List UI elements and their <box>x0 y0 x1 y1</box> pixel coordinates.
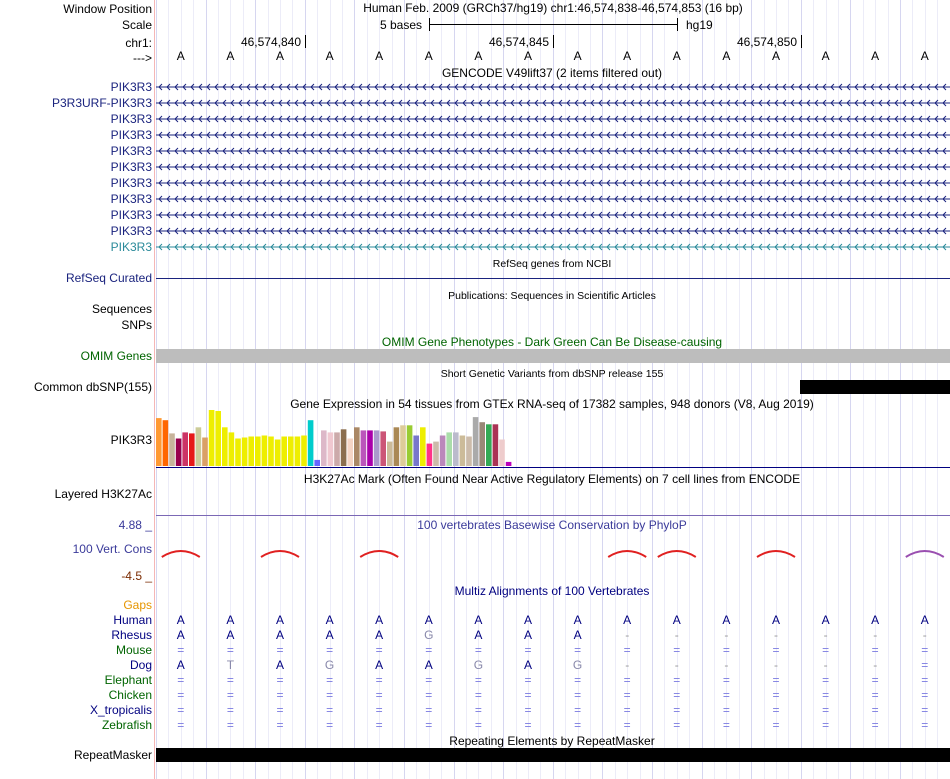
multiz-aligned-base: - <box>823 658 828 672</box>
gtex-track-title: Gene Expression in 54 tissues from GTEx RNA-seq of 17382 samples, 948 donors (V8, Aug 2019) <box>290 397 814 411</box>
multiz-species-label[interactable]: Chicken <box>108 688 152 702</box>
multiz-aligned-base: A <box>176 613 185 627</box>
multiz-aligned-base: = <box>623 718 631 732</box>
multiz-aligned-base: = <box>871 688 879 702</box>
gencode-gene-label[interactable]: PIK3R3 <box>110 176 152 190</box>
multiz-aligned-base: = <box>326 688 334 702</box>
gtex-tissue-bar[interactable] <box>380 431 386 466</box>
multiz-aligned-base: = <box>226 718 234 732</box>
reference-base: A <box>424 49 433 63</box>
multiz-aligned-base: = <box>673 718 681 732</box>
window-position-label: Window Position <box>63 2 152 16</box>
multiz-aligned-base: - <box>674 628 679 642</box>
multiz-aligned-base: = <box>177 673 185 687</box>
multiz-aligned-base: A <box>176 658 185 672</box>
gtex-tissue-bar[interactable] <box>453 432 459 466</box>
gencode-transcript-line[interactable] <box>156 242 950 252</box>
omim-track-title: OMIM Gene Phenotypes - Dark Green Can Be Disease-causing <box>381 335 723 349</box>
reference-base: A <box>325 49 334 63</box>
omim-gene-bar[interactable] <box>156 349 950 363</box>
multiz-aligned-base: = <box>822 703 830 717</box>
phylop-score-arc <box>360 551 398 557</box>
gtex-tissue-bar[interactable] <box>215 411 221 466</box>
gtex-baseline <box>156 467 950 468</box>
gencode-transcript-line[interactable] <box>156 146 950 156</box>
coordinate-tick <box>801 35 802 48</box>
gtex-tissue-bar[interactable] <box>374 430 380 466</box>
scale-bar <box>429 24 677 25</box>
phylop-conservation-plot[interactable] <box>156 545 950 567</box>
multiz-aligned-base: = <box>921 673 929 687</box>
dbsnp-track-label[interactable]: Common dbSNP(155) <box>33 380 152 394</box>
coordinate-tick-label: 46,574,840 <box>240 35 301 49</box>
phylop-score-arc <box>608 551 646 557</box>
multiz-aligned-base: T <box>226 658 235 672</box>
multiz-aligned-base: = <box>921 703 929 717</box>
gtex-tissue-bar[interactable] <box>506 462 512 466</box>
strand-arrow-label: ---> <box>133 51 152 65</box>
multiz-aligned-base: = <box>574 688 582 702</box>
multiz-aligned-base: = <box>623 703 631 717</box>
repeatmasker-track-title: Repeating Elements by RepeatMasker <box>449 734 655 748</box>
multiz-aligned-base: - <box>774 658 778 672</box>
multiz-aligned-base: = <box>276 673 284 687</box>
multiz-aligned-base: A <box>573 628 582 642</box>
multiz-aligned-base: G <box>424 628 434 642</box>
scale-bar-left-tick <box>429 18 430 31</box>
gencode-transcript-line[interactable] <box>156 162 950 172</box>
reference-base: A <box>523 49 532 63</box>
gtex-tissue-bar[interactable] <box>182 432 188 466</box>
gtex-tissue-bar[interactable] <box>295 437 301 467</box>
multiz-aligned-base: A <box>176 628 185 642</box>
multiz-aligned-base: = <box>226 673 234 687</box>
omim-track-label[interactable]: OMIM Genes <box>80 349 152 363</box>
multiz-aligned-base: = <box>226 703 234 717</box>
reference-base: A <box>722 49 731 63</box>
multiz-aligned-base: = <box>524 643 532 657</box>
multiz-aligned-base: = <box>177 718 185 732</box>
gtex-tissue-bar[interactable] <box>268 437 274 467</box>
phylop-score-arc <box>757 551 795 557</box>
multiz-aligned-base: = <box>772 718 780 732</box>
multiz-species-label[interactable]: Human <box>113 613 152 627</box>
multiz-aligned-base: - <box>774 628 778 642</box>
gtex-tissue-bar[interactable] <box>387 442 393 466</box>
dbsnp-variant-bar[interactable] <box>800 380 950 394</box>
multiz-aligned-base: A <box>424 658 433 672</box>
gencode-gene-label[interactable]: PIK3R3 <box>110 144 152 158</box>
multiz-aligned-base: G <box>473 658 484 672</box>
gtex-tissue-bar[interactable] <box>433 442 439 466</box>
multiz-species-label[interactable]: X_tropicalis <box>89 703 152 717</box>
multiz-species-label[interactable]: Rhesus <box>111 628 152 642</box>
multiz-aligned-base: A <box>920 613 929 627</box>
multiz-aligned-base: = <box>524 703 532 717</box>
multiz-aligned-base: = <box>673 688 681 702</box>
multiz-aligned-base: = <box>524 688 532 702</box>
gtex-tissue-bar[interactable] <box>229 432 235 466</box>
multiz-aligned-base: = <box>474 643 482 657</box>
multiz-aligned-base: = <box>326 673 334 687</box>
reference-base: A <box>375 49 384 63</box>
gtex-tissue-bar[interactable] <box>347 439 353 467</box>
h3k27ac-track-label[interactable]: Layered H3K27Ac <box>54 487 152 501</box>
gtex-tissue-bar[interactable] <box>222 427 228 466</box>
reference-base: A <box>275 49 284 63</box>
publications-snps-label[interactable]: SNPs <box>121 318 152 332</box>
multiz-aligned-base: = <box>276 688 284 702</box>
multiz-aligned-base: = <box>871 703 879 717</box>
gtex-tissue-bar[interactable] <box>361 430 367 466</box>
multiz-aligned-base: = <box>425 688 433 702</box>
multiz-aligned-base: = <box>326 643 334 657</box>
multiz-aligned-base: A <box>523 658 532 672</box>
reference-base: A <box>871 49 880 63</box>
reference-base: A <box>672 49 681 63</box>
scale-assembly: hg19 <box>686 18 713 32</box>
coordinate-tick-label: 46,574,845 <box>488 35 549 49</box>
multiz-aligned-base: = <box>425 673 433 687</box>
reference-base: A <box>623 49 632 63</box>
gtex-tissue-bar[interactable] <box>242 438 248 467</box>
multiz-aligned-base: = <box>822 718 830 732</box>
multiz-aligned-base: = <box>772 673 780 687</box>
gtex-tissue-bar[interactable] <box>446 432 452 466</box>
multiz-aligned-base: = <box>574 673 582 687</box>
multiz-aligned-base: = <box>822 643 830 657</box>
multiz-aligned-base: = <box>722 673 730 687</box>
gtex-tissue-bar[interactable] <box>473 417 479 466</box>
gtex-tissue-bar[interactable] <box>420 427 426 466</box>
gtex-tissue-bar[interactable] <box>321 430 327 466</box>
multiz-aligned-base: A <box>275 628 284 642</box>
multiz-aligned-base: = <box>722 643 730 657</box>
reference-base: A <box>573 49 582 63</box>
gencode-transcript-line[interactable] <box>156 114 950 124</box>
multiz-aligned-base: A <box>672 613 681 627</box>
multiz-aligned-base: = <box>574 643 582 657</box>
phylop-score-arc <box>261 551 299 557</box>
gencode-track-title: GENCODE V49lift37 (2 items filtered out) <box>441 66 663 80</box>
multiz-track-title: Multiz Alignments of 100 Vertebrates <box>454 584 650 598</box>
gtex-tissue-bar[interactable] <box>407 425 413 466</box>
multiz-aligned-base: = <box>276 643 284 657</box>
gtex-tissue-bar[interactable] <box>460 436 466 467</box>
multiz-aligned-base: = <box>425 718 433 732</box>
multiz-species-label[interactable]: Zebrafish <box>101 718 152 732</box>
gtex-tissue-bar[interactable] <box>196 427 202 466</box>
phylop-track-label[interactable]: 100 Vert. Cons <box>72 542 152 556</box>
multiz-aligned-base: A <box>573 613 582 627</box>
phylop-max-label: 4.88 _ <box>118 518 152 532</box>
gtex-tissue-bar[interactable] <box>334 432 340 466</box>
phylop-min-label: -4.5 _ <box>121 569 152 583</box>
multiz-aligned-base: - <box>873 628 878 642</box>
multiz-aligned-base: = <box>226 643 234 657</box>
multiz-aligned-base: = <box>177 688 185 702</box>
multiz-aligned-base: = <box>772 643 780 657</box>
gtex-tissue-bar[interactable] <box>281 437 287 467</box>
gtex-tissue-bar[interactable] <box>209 410 215 466</box>
multiz-aligned-base: = <box>375 643 383 657</box>
multiz-aligned-base: = <box>375 688 383 702</box>
scale-bar-right-tick <box>677 18 678 31</box>
multiz-species-label[interactable]: Mouse <box>115 643 152 657</box>
gtex-tissue-bar[interactable] <box>440 436 446 467</box>
multiz-aligned-base: = <box>772 688 780 702</box>
multiz-aligned-base: A <box>375 613 384 627</box>
multiz-aligned-base: = <box>425 643 433 657</box>
multiz-aligned-base: = <box>921 718 929 732</box>
multiz-aligned-base: - <box>724 628 729 642</box>
multiz-aligned-base: = <box>871 718 879 732</box>
multiz-species-label[interactable]: Dog <box>129 658 152 672</box>
scale-text: 5 bases <box>380 18 423 32</box>
multiz-aligned-base: = <box>425 703 433 717</box>
multiz-aligned-base: = <box>326 718 334 732</box>
multiz-aligned-base: = <box>474 688 482 702</box>
multiz-aligned-base: = <box>623 688 631 702</box>
multiz-aligned-base: - <box>625 658 630 672</box>
phylop-score-arc <box>162 551 200 557</box>
multiz-aligned-base: A <box>474 613 483 627</box>
gtex-tissue-bar[interactable] <box>275 440 281 467</box>
gtex-tissue-bar[interactable] <box>479 422 485 466</box>
multiz-aligned-base: = <box>276 703 284 717</box>
multiz-aligned-base: = <box>226 688 234 702</box>
multiz-aligned-base: A <box>325 628 334 642</box>
gtex-tissue-bar[interactable] <box>400 425 406 466</box>
multiz-aligned-base: - <box>873 658 878 672</box>
gtex-tissue-bar[interactable] <box>427 444 433 466</box>
dbsnp-track-title: Short Genetic Variants from dbSNP release 155 <box>440 368 664 380</box>
gtex-tissue-bar[interactable] <box>394 427 400 466</box>
gtex-tissue-bar[interactable] <box>189 433 195 466</box>
multiz-aligned-base: A <box>275 658 284 672</box>
multiz-aligned-base: A <box>871 613 880 627</box>
multiz-aligned-base: = <box>722 718 730 732</box>
gencode-transcript-line[interactable] <box>156 210 950 220</box>
scale-label: Scale <box>121 18 152 32</box>
coordinate-tick <box>553 35 554 48</box>
multiz-aligned-base: = <box>177 643 185 657</box>
multiz-aligned-base: A <box>722 613 731 627</box>
gencode-transcript-line[interactable] <box>156 178 950 188</box>
gtex-tissue-bar[interactable] <box>301 436 307 467</box>
phylop-track-title: 100 vertebrates Basewise Conservation by PhyloP <box>417 518 687 532</box>
multiz-aligned-base: = <box>673 673 681 687</box>
gencode-gene-label[interactable]: PIK3R3 <box>110 224 152 238</box>
multiz-aligned-base: A <box>424 613 433 627</box>
refseq-track-label[interactable]: RefSeq Curated <box>65 271 152 285</box>
gtex-tissue-bar[interactable] <box>308 420 314 466</box>
multiz-aligned-base: A <box>523 613 532 627</box>
gtex-tissue-bar[interactable] <box>354 427 360 466</box>
gtex-tissue-bar[interactable] <box>262 436 268 467</box>
multiz-aligned-base: - <box>724 658 729 672</box>
multiz-aligned-base: A <box>523 628 532 642</box>
multiz-aligned-base: = <box>474 703 482 717</box>
multiz-aligned-base: = <box>375 673 383 687</box>
refseq-line <box>156 278 950 279</box>
gtex-tissue-bar[interactable] <box>176 439 182 467</box>
multiz-aligned-base: G <box>572 658 583 672</box>
multiz-aligned-base: A <box>771 613 780 627</box>
publications-track-title: Publications: Sequences in Scientific Articles <box>448 290 656 302</box>
h3k27ac-baseline <box>156 515 950 516</box>
multiz-aligned-base: = <box>375 718 383 732</box>
gtex-tissue-bar[interactable] <box>255 437 261 467</box>
multiz-aligned-base: = <box>524 673 532 687</box>
publications-sequences-label[interactable]: Sequences <box>91 302 152 316</box>
gtex-tissue-bar[interactable] <box>235 439 241 467</box>
gencode-transcript-line[interactable] <box>156 98 950 108</box>
gtex-tissue-bar[interactable] <box>493 424 499 466</box>
gtex-tissue-bar[interactable] <box>169 433 175 466</box>
gtex-tissue-bar[interactable] <box>499 440 505 467</box>
reference-base: A <box>474 49 483 63</box>
coordinate-tick-label: 46,574,850 <box>736 35 797 49</box>
multiz-aligned-base: = <box>574 718 582 732</box>
gencode-gene-label[interactable]: PIK3R3 <box>110 112 152 126</box>
multiz-aligned-base: = <box>772 703 780 717</box>
multiz-aligned-base: = <box>623 673 631 687</box>
multiz-aligned-base: = <box>276 718 284 732</box>
gtex-tissue-bar[interactable] <box>288 437 294 467</box>
phylop-score-arc <box>906 551 944 557</box>
multiz-aligned-base: = <box>722 688 730 702</box>
multiz-aligned-base: = <box>574 703 582 717</box>
multiz-aligned-base: - <box>674 658 679 672</box>
multiz-aligned-base: = <box>822 673 830 687</box>
multiz-aligned-base: G <box>324 658 335 672</box>
gencode-transcript-line[interactable] <box>156 130 950 140</box>
multiz-gaps-label: Gaps <box>123 598 152 612</box>
multiz-aligned-base: = <box>474 718 482 732</box>
repeatmasker-track-label[interactable]: RepeatMasker <box>73 748 152 762</box>
multiz-aligned-base: = <box>921 658 929 672</box>
gtex-tissue-bar[interactable] <box>248 437 254 467</box>
gtex-tissue-bar[interactable] <box>156 418 162 466</box>
gencode-transcript-line[interactable] <box>156 82 950 92</box>
multiz-aligned-base: = <box>326 703 334 717</box>
repeatmasker-bar[interactable] <box>156 748 950 762</box>
reference-base: A <box>771 49 780 63</box>
multiz-aligned-base: - <box>922 628 927 642</box>
multiz-aligned-base: A <box>821 613 830 627</box>
gtex-tissue-bar[interactable] <box>314 460 320 466</box>
gtex-tissue-bar[interactable] <box>163 420 169 466</box>
refseq-track-title: RefSeq genes from NCBI <box>492 258 612 270</box>
reference-base: A <box>920 49 929 63</box>
gencode-gene-label[interactable]: PIK3R3 <box>110 128 152 142</box>
gtex-tissue-bar[interactable] <box>202 438 208 467</box>
multiz-aligned-base: = <box>474 673 482 687</box>
coordinate-tick <box>305 35 306 48</box>
gencode-transcript-line[interactable] <box>156 194 950 204</box>
gencode-gene-label[interactable]: PIK3R3 <box>110 240 152 254</box>
multiz-aligned-base: A <box>375 628 384 642</box>
multiz-aligned-base: - <box>823 628 828 642</box>
gtex-tissue-bar[interactable] <box>466 437 472 467</box>
gencode-gene-label[interactable]: PIK3R3 <box>110 192 152 206</box>
gtex-tissue-bar[interactable] <box>413 436 419 467</box>
reference-base: A <box>821 49 830 63</box>
gtex-track-label[interactable]: PIK3R3 <box>110 433 152 447</box>
h3k27ac-track-title: H3K27Ac Mark (Often Found Near Active Regulatory Elements) on 7 cell lines from ENCODE <box>303 472 801 486</box>
gencode-gene-label[interactable]: PIK3R3 <box>110 160 152 174</box>
multiz-aligned-base: = <box>722 703 730 717</box>
gtex-tissue-bar[interactable] <box>486 424 492 466</box>
multiz-aligned-base: A <box>375 658 384 672</box>
multiz-aligned-base: = <box>375 703 383 717</box>
gencode-gene-label[interactable]: P3R3URF-PIK3R3 <box>51 96 152 110</box>
gtex-tissue-bar[interactable] <box>341 429 347 466</box>
multiz-aligned-base: = <box>921 643 929 657</box>
multiz-aligned-base: A <box>325 613 334 627</box>
phylop-score-arc <box>658 551 696 557</box>
multiz-aligned-base: = <box>177 703 185 717</box>
multiz-aligned-base: = <box>623 643 631 657</box>
multiz-aligned-base: A <box>226 628 235 642</box>
gtex-tissue-bar[interactable] <box>367 430 373 466</box>
multiz-aligned-base: A <box>226 613 235 627</box>
window-position-value: Human Feb. 2009 (GRCh37/hg19) chr1:46,574,838-46,574,853 (16 bp) <box>363 1 743 15</box>
multiz-aligned-base: A <box>275 613 284 627</box>
gtex-tissue-bar[interactable] <box>328 432 334 466</box>
multiz-aligned-base: A <box>474 628 483 642</box>
multiz-species-label[interactable]: Elephant <box>104 673 152 687</box>
gencode-gene-label[interactable]: PIK3R3 <box>110 80 152 94</box>
multiz-aligned-base: = <box>524 718 532 732</box>
multiz-aligned-base: = <box>921 688 929 702</box>
reference-base: A <box>226 49 235 63</box>
gencode-gene-label[interactable]: PIK3R3 <box>110 208 152 222</box>
gtex-expression-chart[interactable] <box>156 410 556 468</box>
multiz-aligned-base: = <box>871 673 879 687</box>
multiz-aligned-base: = <box>822 688 830 702</box>
multiz-aligned-base: = <box>871 643 879 657</box>
gencode-transcript-line[interactable] <box>156 226 950 236</box>
multiz-aligned-base: = <box>673 703 681 717</box>
multiz-aligned-base: = <box>673 643 681 657</box>
label-column-separator <box>154 0 155 779</box>
multiz-aligned-base: A <box>623 613 632 627</box>
multiz-aligned-base: - <box>625 628 630 642</box>
chr-label: chr1: <box>125 36 152 50</box>
reference-base: A <box>176 49 185 63</box>
